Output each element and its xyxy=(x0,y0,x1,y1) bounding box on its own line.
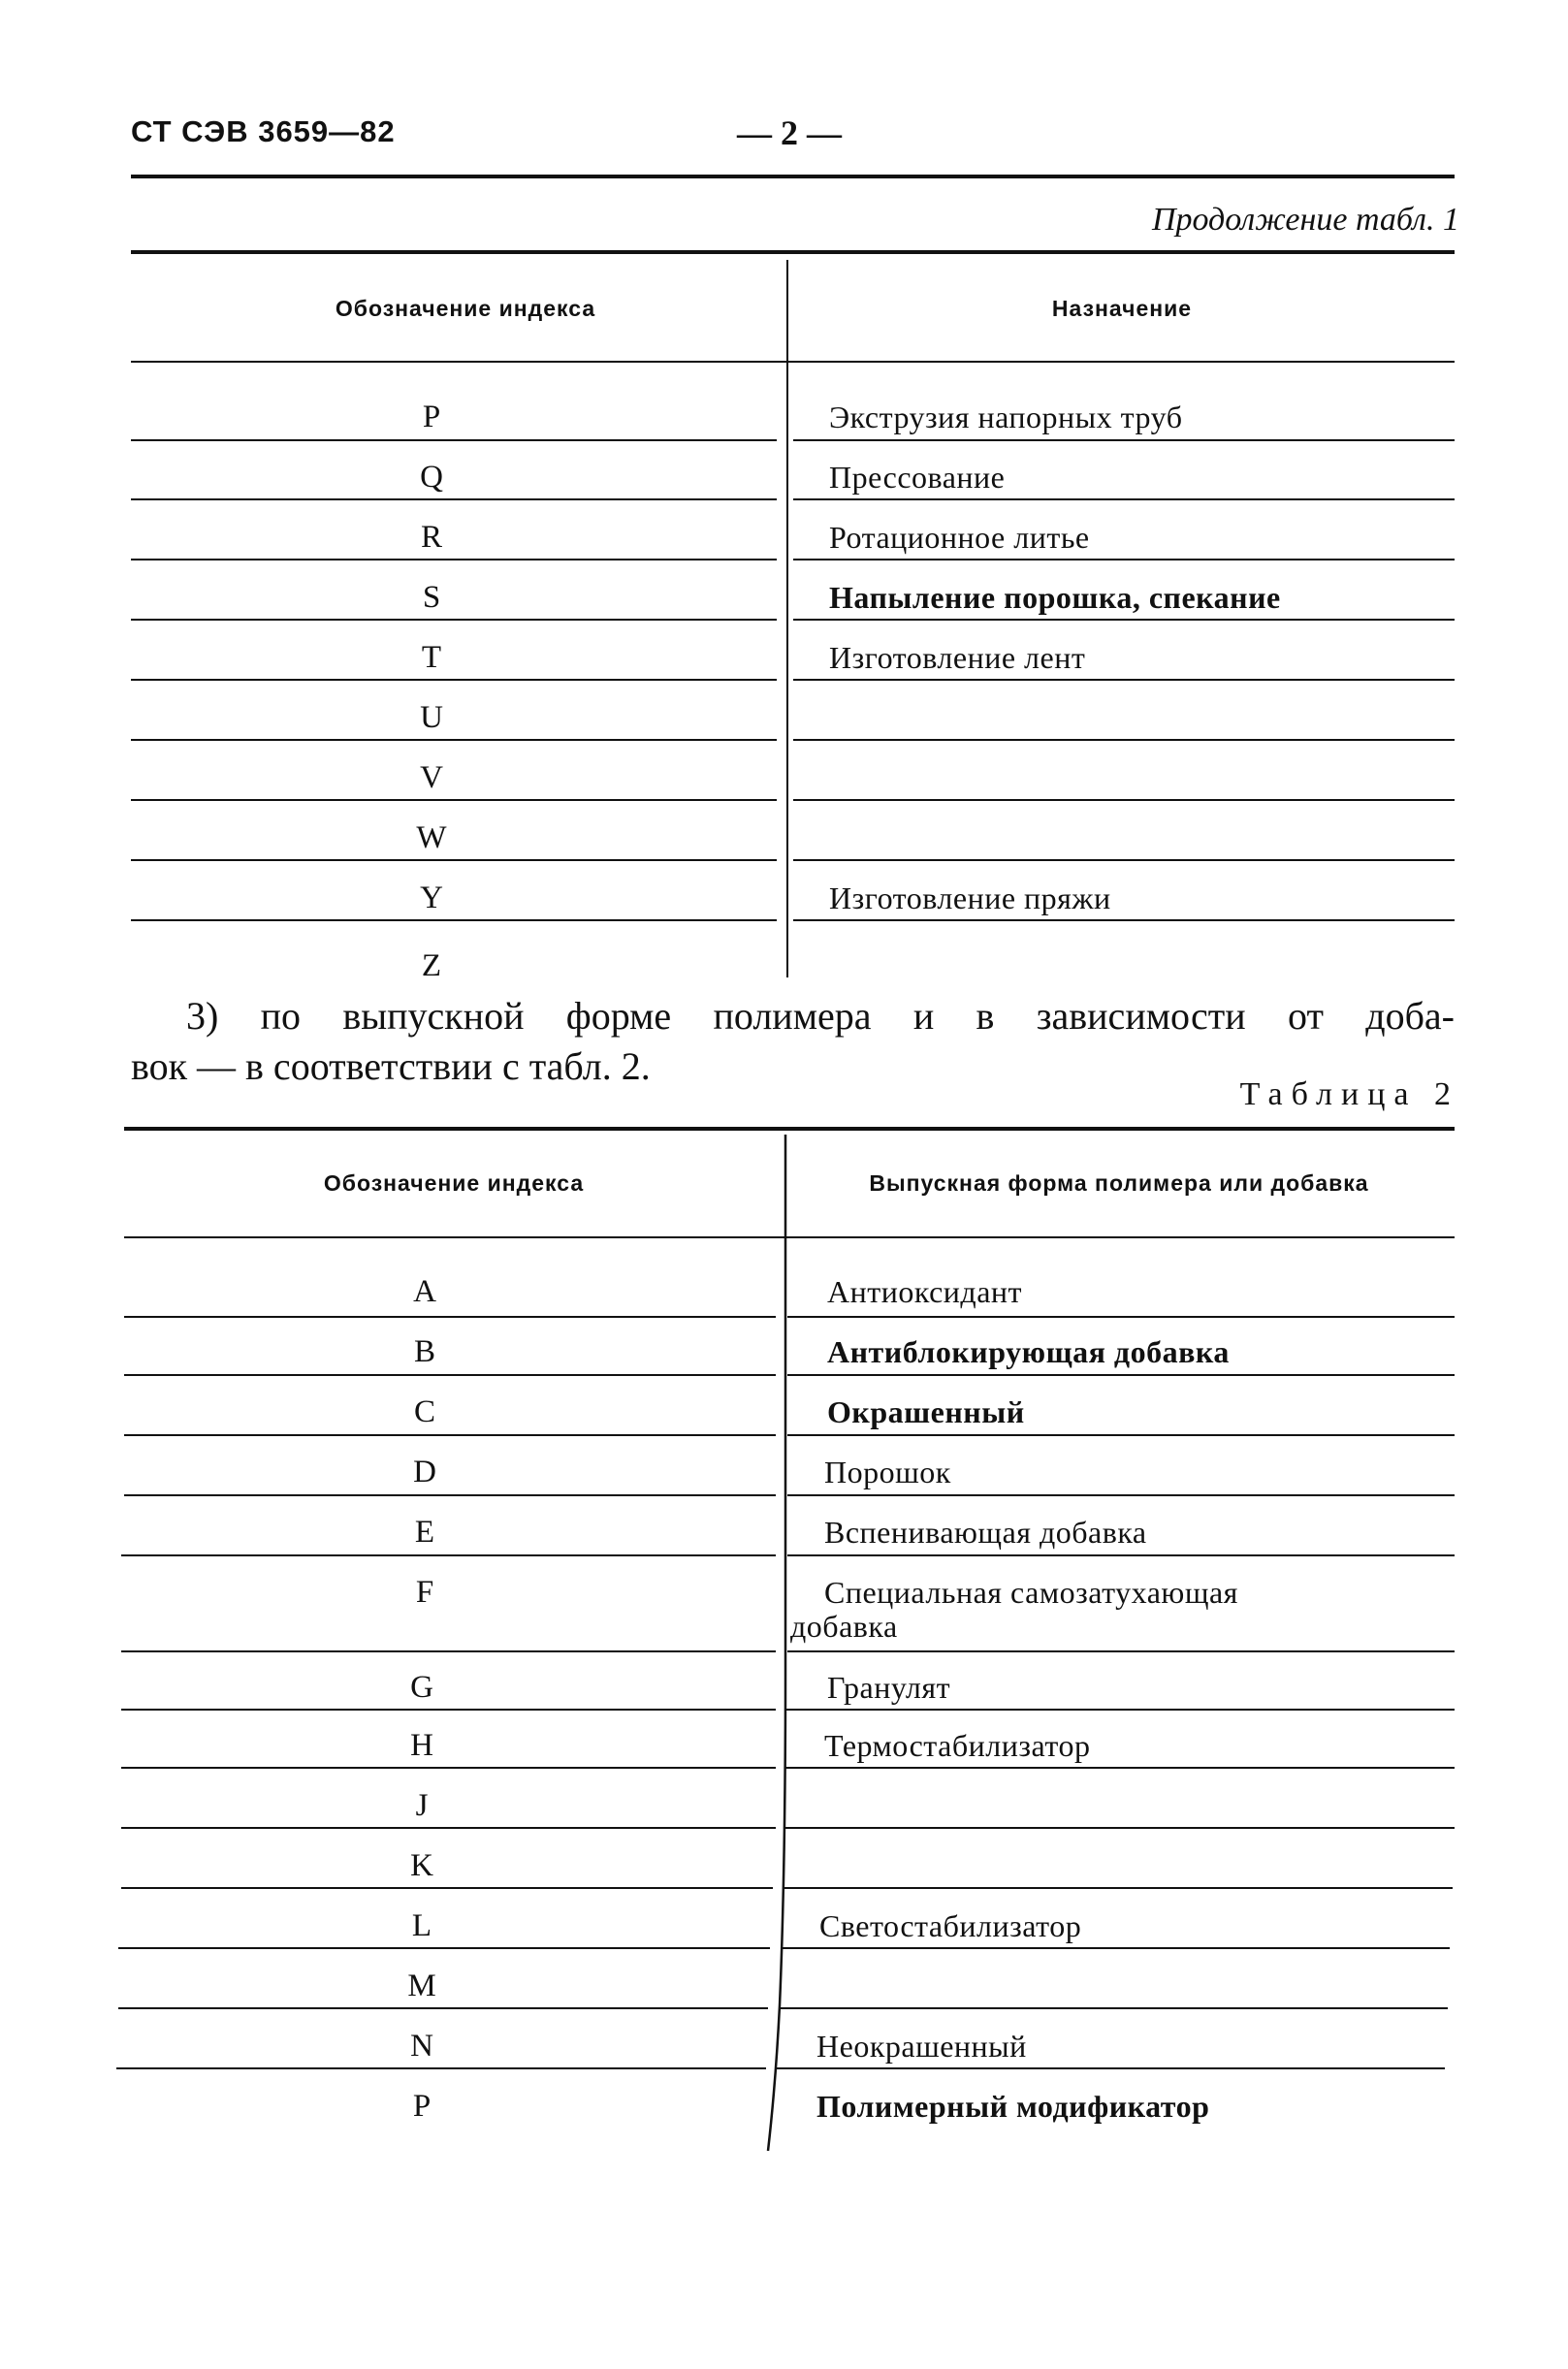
table1-header-purpose: Назначение xyxy=(1051,296,1193,321)
table2-column-divider xyxy=(762,1133,801,2161)
table2-row-rule xyxy=(781,1947,1450,1949)
table1-header-rule xyxy=(131,361,1455,363)
table2-index-M: M xyxy=(407,1969,436,2003)
table1-index-Q: Q xyxy=(420,460,443,495)
table1-index-W: W xyxy=(416,820,447,855)
table2-row-rule xyxy=(785,1767,1455,1769)
table2-row-rule xyxy=(121,1650,776,1652)
table2-value-G: Гранулят xyxy=(827,1670,951,1705)
table2-index-N: N xyxy=(410,2029,433,2064)
table1-row-rule xyxy=(793,739,1455,741)
table2-top-rule xyxy=(124,1127,1455,1131)
table1-row-rule xyxy=(131,619,777,621)
table2-row-rule xyxy=(784,1887,1453,1889)
table1-value-S: Напыление порошка, спекание xyxy=(829,580,1281,615)
table2-header-form: Выпускная форма полимера или добавка xyxy=(869,1170,1369,1196)
table1-top-rule xyxy=(131,250,1455,254)
table2-value-B: Антиблокирующая добавка xyxy=(827,1334,1230,1369)
table1-row-rule xyxy=(131,799,777,801)
table1-row-rule xyxy=(793,679,1455,681)
table2-row-rule xyxy=(121,1709,776,1711)
table2-header-index: Обозначение индекса xyxy=(323,1170,585,1196)
table1-index-S: S xyxy=(422,580,441,615)
table1-index-V: V xyxy=(420,760,443,795)
table1-row-rule xyxy=(793,919,1455,921)
table1-index-Z: Z xyxy=(421,948,442,983)
table1-row-rule xyxy=(131,498,777,500)
paragraph-line-2: вок — в соответствии с табл. 2. xyxy=(131,1044,651,1088)
table2-value-H: Термостабилизатор xyxy=(824,1728,1091,1763)
table2-row-rule xyxy=(785,1827,1455,1829)
header-rule xyxy=(131,175,1455,178)
table2-row-rule xyxy=(121,1767,776,1769)
table1-value-R: Ротационное литье xyxy=(829,520,1090,555)
table2-value-E: Вспенивающая добавка xyxy=(824,1515,1147,1550)
table1-row-rule xyxy=(793,799,1455,801)
table2-index-F: F xyxy=(415,1575,434,1610)
table2-index-B: B xyxy=(413,1334,435,1369)
table1-row-rule xyxy=(131,739,777,741)
table2-value-F-continued: добавка xyxy=(790,1609,898,1644)
table2-row-rule xyxy=(787,1494,1455,1496)
table2-row-rule xyxy=(787,1374,1455,1376)
table2-value-L: Светостабилизатор xyxy=(819,1908,1082,1943)
table1-index-R: R xyxy=(420,520,442,555)
table1-row-rule xyxy=(131,559,777,560)
table2-row-rule xyxy=(787,1650,1455,1652)
table2-caption: Таблица 2 xyxy=(1239,1076,1459,1112)
table2-index-C: C xyxy=(413,1394,435,1429)
table1-caption: Продолжение табл. 1 xyxy=(1151,202,1459,238)
table2-value-D: Порошок xyxy=(824,1455,951,1489)
table1-row-rule xyxy=(131,679,777,681)
table1-index-T: T xyxy=(421,640,442,675)
table2-index-H: H xyxy=(410,1728,433,1763)
standard-id: СТ СЭВ 3659—82 xyxy=(131,114,396,148)
table1-value-T: Изготовление лент xyxy=(829,640,1086,675)
table2-index-D: D xyxy=(413,1455,436,1489)
table2-row-rule xyxy=(787,1316,1455,1318)
table2-row-rule xyxy=(124,1494,776,1496)
table2-row-rule xyxy=(118,2007,768,2009)
table2-row-rule xyxy=(787,1554,1455,1556)
table2-row-rule xyxy=(121,1887,773,1889)
table2-value-A: Антиоксидант xyxy=(827,1274,1023,1309)
page-number: — 2 — xyxy=(737,113,842,152)
table2-index-P: P xyxy=(412,2089,432,2124)
table1-index-U: U xyxy=(420,700,443,735)
table2-row-rule xyxy=(121,1827,776,1829)
table2-row-rule xyxy=(787,1434,1455,1436)
table1-row-rule xyxy=(793,619,1455,621)
table2-index-J: J xyxy=(415,1788,429,1823)
table1-row-rule xyxy=(793,439,1455,441)
table1-row-rule xyxy=(131,919,777,921)
table2-row-rule xyxy=(124,1316,776,1318)
table1-header-index: Обозначение индекса xyxy=(335,296,596,321)
table2-row-rule xyxy=(124,1374,776,1376)
table2-row-rule xyxy=(118,1947,770,1949)
table1-row-rule xyxy=(793,498,1455,500)
table2-row-rule xyxy=(779,2007,1448,2009)
table1-value-Y: Изготовление пряжи xyxy=(829,880,1111,915)
paragraph-line-1: 3) по выпускной форме полимера и в зависимости от доба- xyxy=(186,994,1455,1038)
table1-index-Y: Y xyxy=(420,880,443,915)
table2-value-F: Специальная самозатухающая xyxy=(824,1575,1238,1610)
table2-index-K: K xyxy=(410,1848,433,1883)
table1-index-P: P xyxy=(422,400,441,434)
table2-index-A: A xyxy=(413,1274,436,1309)
table2-index-L: L xyxy=(411,1908,432,1943)
table1-row-rule xyxy=(131,859,777,861)
table2-value-C: Окрашенный xyxy=(827,1394,1025,1429)
table1-row-rule xyxy=(793,859,1455,861)
table2-row-rule xyxy=(785,1709,1455,1711)
table2-row-rule xyxy=(124,1434,776,1436)
table2-row-rule xyxy=(776,2067,1445,2069)
table2-value-P: Полимерный модификатор xyxy=(816,2089,1210,2124)
table2-index-E: E xyxy=(414,1515,435,1550)
table2-index-G: G xyxy=(410,1670,433,1705)
table1-row-rule xyxy=(793,559,1455,560)
table2-row-rule xyxy=(121,1554,776,1556)
table1-value-Q: Прессование xyxy=(829,460,1006,495)
table1-column-divider xyxy=(786,260,788,977)
table1-value-P: Экструзия напорных труб xyxy=(829,400,1183,434)
table2-value-N: Неокрашенный xyxy=(816,2029,1027,2064)
table2-row-rule xyxy=(116,2067,766,2069)
table1-row-rule xyxy=(131,439,777,441)
